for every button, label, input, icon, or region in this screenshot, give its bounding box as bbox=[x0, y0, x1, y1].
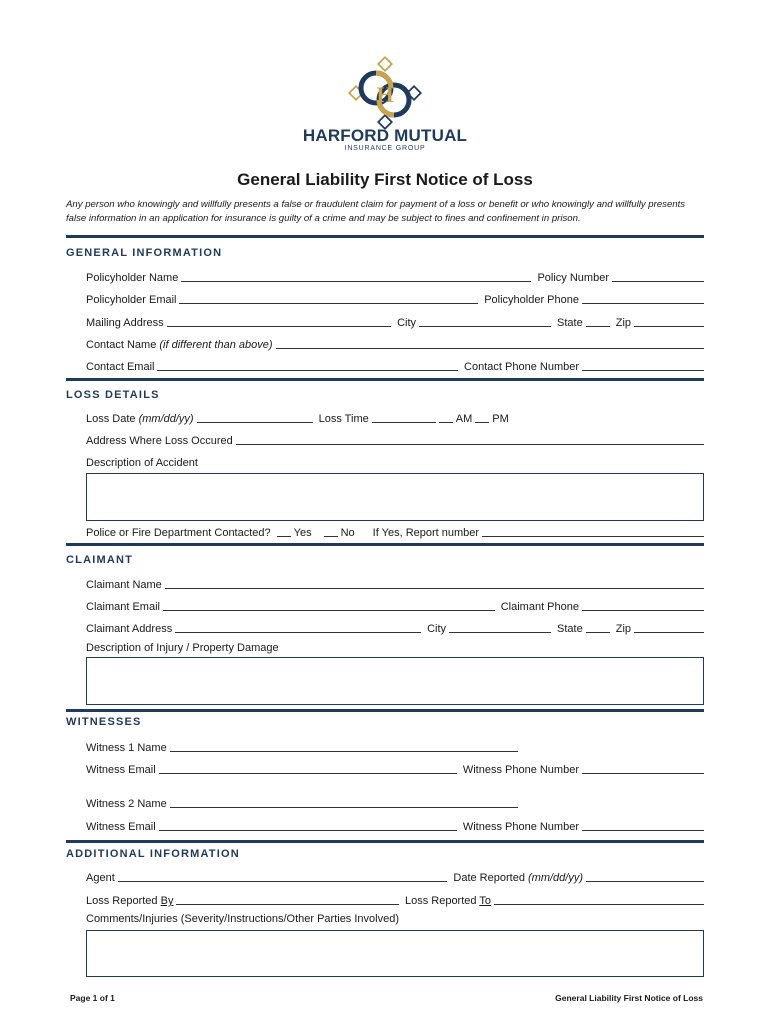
contact-phone-field[interactable] bbox=[582, 360, 704, 371]
comments-label: Comments/Injuries (Severity/Instructions/Other Parties Involved) bbox=[86, 913, 400, 925]
section-divider bbox=[66, 378, 704, 381]
page-number: Page 1 of 1 bbox=[70, 993, 115, 1003]
row-claimant-name bbox=[86, 575, 704, 591]
row-witness1-name bbox=[86, 738, 518, 754]
section-claimant: CLAIMANT bbox=[66, 554, 134, 566]
row-witness1-email bbox=[86, 760, 704, 776]
witness2-phone-label: Witness Phone Number bbox=[462, 821, 579, 833]
zip-field[interactable] bbox=[634, 316, 704, 327]
claimant-name-field[interactable] bbox=[165, 578, 704, 589]
contact-phone-label: Contact Phone Number bbox=[464, 361, 579, 373]
claimant-email-field[interactable] bbox=[163, 600, 495, 611]
row-agent bbox=[86, 868, 704, 884]
witness2-email-label: Witness Email bbox=[86, 821, 156, 833]
loss-time-label: Loss Time bbox=[318, 413, 369, 425]
witness1-phone-label: Witness Phone Number bbox=[462, 764, 579, 776]
claimant-city-field[interactable] bbox=[449, 622, 551, 633]
agent-field[interactable] bbox=[118, 871, 448, 882]
section-additional-information: ADDITIONAL INFORMATION bbox=[66, 848, 240, 860]
policyholder-email-label: Policyholder Email bbox=[86, 294, 177, 306]
loss-date-format: (mm/dd/yy) bbox=[138, 413, 194, 425]
comments-textarea[interactable] bbox=[86, 930, 704, 977]
section-loss-details: LOSS DETAILS bbox=[66, 389, 160, 401]
report-number-field[interactable] bbox=[482, 526, 704, 537]
form-title: General Liability First Notice of Loss bbox=[237, 170, 533, 189]
contact-email-label: Contact Email bbox=[86, 361, 155, 373]
row-witness2-name bbox=[86, 794, 518, 810]
witness2-phone-field[interactable] bbox=[582, 820, 704, 831]
accident-description-label: Description of Accident bbox=[86, 457, 198, 469]
accident-description-textarea[interactable] bbox=[86, 473, 704, 521]
reported-to-label: Loss Reported To bbox=[404, 895, 491, 907]
witness2-email-field[interactable] bbox=[159, 820, 457, 831]
claimant-city-label: City bbox=[427, 623, 447, 635]
loss-address-label: Address Where Loss Occured bbox=[86, 435, 233, 447]
section-divider bbox=[66, 840, 704, 843]
police-contacted-label: Police or Fire Department Contacted? bbox=[86, 527, 271, 539]
claimant-zip-label: Zip bbox=[615, 623, 631, 635]
report-number-label: If Yes, Report number bbox=[372, 527, 480, 539]
injury-description-label: Description of Injury / Property Damage bbox=[86, 642, 279, 654]
loss-date-label: Loss Date (mm/dd/yy) bbox=[86, 413, 194, 425]
mailing-address-label: Mailing Address bbox=[86, 317, 164, 329]
claimant-phone-label: Claimant Phone bbox=[500, 601, 579, 613]
row-loss-date bbox=[86, 409, 704, 425]
loss-date-field[interactable] bbox=[197, 412, 313, 423]
police-yes-label: Yes bbox=[293, 527, 312, 539]
footer-document-title: General Liability First Notice of Loss bbox=[555, 993, 703, 1003]
claimant-email-label: Claimant Email bbox=[86, 601, 160, 613]
police-yes-checkbox[interactable] bbox=[277, 526, 291, 537]
date-reported-format: (mm/dd/yy) bbox=[528, 872, 583, 884]
claimant-zip-field[interactable] bbox=[634, 622, 704, 633]
policyholder-name-label: Policyholder Name bbox=[86, 272, 179, 284]
am-checkbox[interactable] bbox=[439, 412, 453, 423]
row-loss-address bbox=[86, 431, 704, 447]
row-police-contacted bbox=[86, 523, 704, 539]
agent-label: Agent bbox=[86, 872, 115, 884]
claimant-state-label: State bbox=[557, 623, 583, 635]
policyholder-email-field[interactable] bbox=[179, 293, 478, 304]
witness1-name-field[interactable] bbox=[170, 741, 518, 752]
witness1-phone-field[interactable] bbox=[582, 763, 704, 774]
section-divider bbox=[66, 543, 704, 546]
section-general-information: GENERAL INFORMATION bbox=[66, 247, 223, 259]
row-contact-name bbox=[86, 335, 704, 351]
row-policyholder-name bbox=[86, 268, 704, 284]
policyholder-phone-label: Policyholder Phone bbox=[484, 294, 579, 306]
contact-email-field[interactable] bbox=[157, 360, 458, 371]
row-loss-reported bbox=[86, 891, 704, 907]
pm-checkbox[interactable] bbox=[475, 412, 489, 423]
section-witnesses: WITNESSES bbox=[66, 716, 142, 728]
zip-label: Zip bbox=[615, 317, 631, 329]
state-field[interactable] bbox=[586, 316, 610, 327]
policyholder-phone-field[interactable] bbox=[582, 293, 704, 304]
city-field[interactable] bbox=[419, 316, 551, 327]
date-reported-field[interactable] bbox=[586, 871, 704, 882]
mailing-address-field[interactable] bbox=[167, 316, 391, 327]
police-no-label: No bbox=[340, 527, 355, 539]
injury-description-textarea[interactable] bbox=[86, 657, 704, 705]
am-label: AM bbox=[455, 413, 473, 425]
policy-number-field[interactable] bbox=[612, 271, 704, 282]
pm-label: PM bbox=[492, 413, 509, 425]
loss-time-field[interactable] bbox=[372, 412, 436, 423]
date-reported-label: Date Reported (mm/dd/yy) bbox=[453, 872, 583, 884]
reported-by-label: Loss Reported By bbox=[86, 895, 174, 907]
contact-name-field[interactable] bbox=[276, 338, 705, 349]
row-claimant-address bbox=[86, 619, 704, 635]
witness1-name-label: Witness 1 Name bbox=[86, 742, 167, 754]
row-witness2-email bbox=[86, 817, 704, 833]
contact-name-label: Contact Name (if different than above) bbox=[86, 339, 273, 351]
policyholder-name-field[interactable] bbox=[181, 271, 531, 282]
logo-letter: H bbox=[376, 82, 394, 107]
claimant-phone-field[interactable] bbox=[582, 600, 704, 611]
company-tagline: INSURANCE GROUP bbox=[344, 145, 426, 152]
witness2-name-field[interactable] bbox=[170, 797, 518, 808]
section-divider bbox=[66, 709, 704, 712]
row-claimant-email bbox=[86, 597, 704, 613]
fraud-disclaimer: Any person who knowingly and willfully presents a false or fraudulent claim for payment of a loss or benefit or who knowingly and willfully presents false information in an application for insurance is guilty of a crime and may be subject to fines and confinement in prison. bbox=[66, 199, 686, 224]
police-no-checkbox[interactable] bbox=[324, 526, 338, 537]
reported-to-field[interactable] bbox=[494, 894, 704, 905]
section-divider bbox=[66, 235, 704, 238]
claimant-state-field[interactable] bbox=[586, 622, 610, 633]
loss-address-field[interactable] bbox=[236, 434, 704, 445]
claimant-name-label: Claimant Name bbox=[86, 579, 162, 591]
claimant-address-field[interactable] bbox=[175, 622, 421, 633]
policy-number-label: Policy Number bbox=[537, 272, 609, 284]
claimant-address-label: Claimant Address bbox=[86, 623, 173, 635]
row-contact-email bbox=[86, 357, 704, 373]
row-mailing-address bbox=[86, 313, 704, 329]
row-policyholder-email bbox=[86, 290, 704, 306]
state-label: State bbox=[557, 317, 583, 329]
contact-name-note: (if different than above) bbox=[159, 339, 273, 351]
witness1-email-label: Witness Email bbox=[86, 764, 156, 776]
company-name: HARFORD MUTUAL bbox=[302, 126, 468, 145]
city-label: City bbox=[397, 317, 417, 329]
reported-by-field[interactable] bbox=[176, 894, 399, 905]
witness1-email-field[interactable] bbox=[159, 763, 457, 774]
witness2-name-label: Witness 2 Name bbox=[86, 798, 167, 810]
